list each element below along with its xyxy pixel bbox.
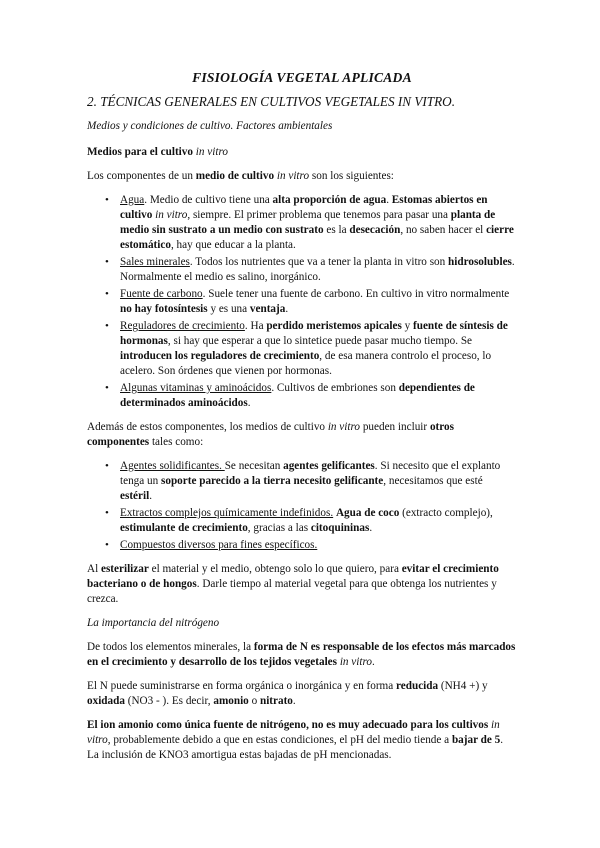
components-list xyxy=(87,193,517,411)
list-item-compuestos: • Compuestos diversos para fines específicos. xyxy=(120,538,517,553)
other-components-list xyxy=(87,459,517,553)
document-title: FISIOLOGÍA VEGETAL APLICADA xyxy=(192,70,412,85)
list-item-carbono: • Fuente de carbono. Suele tener una fuente de carbono. En cultivo in vitro normalmente no hay fotosíntesis y es una ventaja. xyxy=(120,287,517,317)
nitrogeno-paragraph-1: De todos los elementos minerales, la forma de N es responsable de los efectos más marcados en el crecimiento y desarrollo de los tejidos vegetales in vitro. xyxy=(87,641,516,668)
nitrogeno-paragraph-3: El ion amonio como única fuente de nitrógeno, no es muy adecuado para los cultivos in vitro, probablemente debido a que en estas condiciones, el pH del medio tiende a bajar de 5. La inclusión de KNO3 amortigua estas bajadas de pH mencionadas. xyxy=(87,719,504,761)
document-page xyxy=(87,70,517,772)
list-item-vitaminas: • Algunas vitaminas y aminoácidos. Cultivos de embriones son dependientes de determinados aminoácidos. xyxy=(120,381,517,411)
esterilizar-paragraph: Al esterilizar el material y el medio, obtengo solo lo que quiero, para evitar el crecimiento bacteriano o de hongos. Darle tiempo al material vegetal para que obtenga los nutrientes y crezca. xyxy=(87,563,499,605)
section-subtitle: Medios y condiciones de cultivo. Factores ambientales xyxy=(87,120,333,132)
nitrogeno-heading: La importancia del nitrógeno xyxy=(87,617,220,629)
intro-paragraph: Los componentes de un medio de cultivo in vitro son los siguientes: xyxy=(87,170,394,182)
section-title: 2. TÉCNICAS GENERALES EN CULTIVOS VEGETALES IN VITRO. xyxy=(87,94,455,109)
list-item-reguladores: • Reguladores de crecimiento. Ha perdido meristemos apicales y fuente de síntesis de hormonas, si hay que esperar a que lo sintetice puede pasar mucho tiempo. Se introducen los reguladores de crecimiento, de esa manera controlo el proceso, lo acelero. Son órdenes que vienen por hormonas. xyxy=(120,319,517,379)
list-item-agua: • Agua. Medio de cultivo tiene una alta proporción de agua. Estomas abiertos en cultivo in vitro, siempre. El primer problema que tenemos para pasar una planta de medio sin sustrato a un medio con sustrato es la desecación, no saben hacer el cierre estomático, hay que educar a la planta. xyxy=(120,193,517,253)
nitrogeno-paragraph-2: El N puede suministrarse en forma orgánica o inorgánica y en forma reducida (NH4 +) y oxidada (NO3 - ). Es decir, amonio o nitrato. xyxy=(87,680,488,707)
list-item-extractos: • Extractos complejos químicamente indefinidos. Agua de coco (extracto complejo), estimulante de crecimiento, gracias a las citoquininas. xyxy=(120,506,517,536)
list-item-sales: • Sales minerales. Todos los nutrientes que va a tener la planta in vitro son hidrosolubles. Normalmente el medio es salino, inorgánico. xyxy=(120,255,517,285)
ademas-paragraph: Además de estos componentes, los medios de cultivo in vitro pueden incluir otros componentes tales como: xyxy=(87,421,454,448)
medios-heading: Medios para el cultivo in vitro xyxy=(87,146,228,158)
list-item-agentes: • Agentes solidificantes. Se necesitan agentes gelificantes. Si necesito que el explanto tenga un soporte parecido a la tierra necesito gelificante, necesitamos que esté estéril. xyxy=(120,459,517,504)
